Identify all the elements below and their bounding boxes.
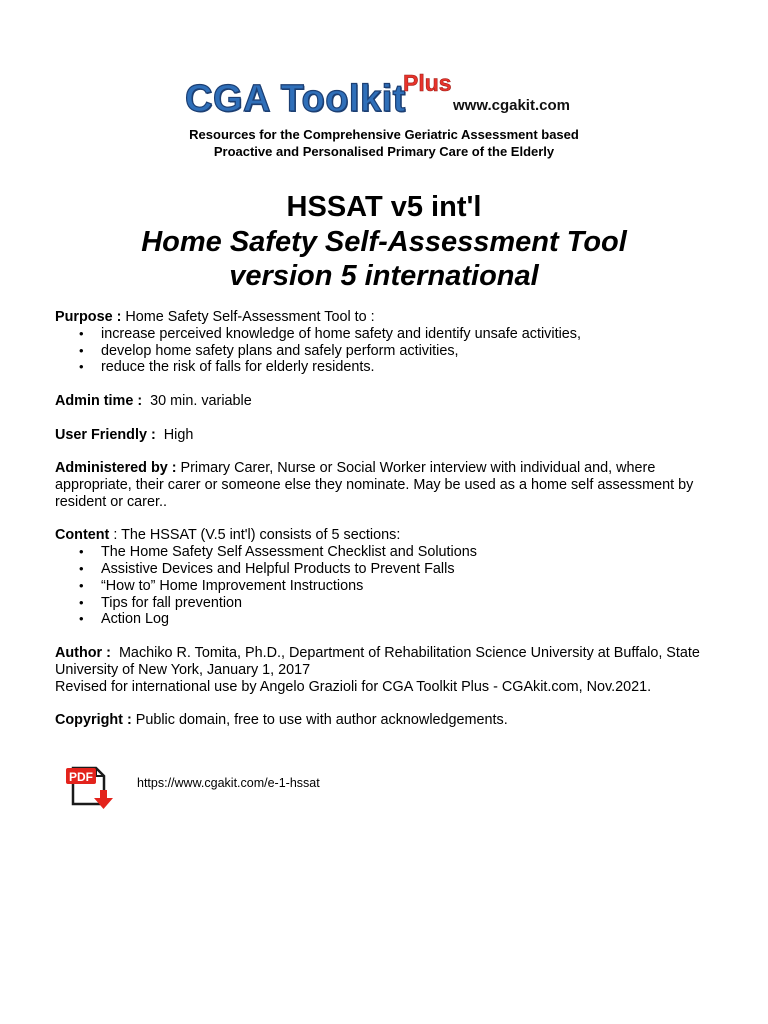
- administered-by-text: Primary Carer, Nurse or Social Worker interview with individual and, where appropriate, their carer or someone else they nominate. May be used as a home self assessment by resident or carer..: [55, 460, 694, 510]
- list-item: • develop home safety plans and safely perform activities,: [101, 343, 715, 360]
- user-friendly-label: User Friendly :: [55, 426, 156, 443]
- subtitle-line-1: Home Safety Self-Assessment Tool: [141, 226, 627, 258]
- page-subtitle: [0, 225, 768, 293]
- subtitle-line-2: version 5 international: [229, 260, 539, 292]
- logo-url: www.cgakit.com: [453, 97, 570, 114]
- content-text: : The HSSAT (V.5 int'l) consists of 5 sections:: [109, 527, 401, 544]
- pdf-download-icon[interactable]: [66, 762, 120, 812]
- admin-time-section: [55, 393, 715, 410]
- download-link[interactable]: https://www.cgakit.com/e-1-hssat: [137, 776, 320, 790]
- admin-time-value: 30 min. variable: [142, 392, 252, 409]
- list-item: • reduce the risk of falls for elderly residents.: [101, 359, 715, 376]
- administered-by-section: [55, 460, 715, 510]
- purpose-list: [55, 326, 715, 376]
- list-item: • Tips for fall prevention: [101, 595, 715, 612]
- content-label: Content: [55, 527, 110, 544]
- tagline-line-1: Resources for the Comprehensive Geriatric Assessment based: [189, 127, 579, 142]
- purpose-intro: [55, 309, 715, 326]
- logo-text: CGA Toolkit: [185, 78, 406, 120]
- author-label: Author :: [55, 644, 111, 661]
- document-body: [55, 309, 715, 746]
- content-section: [55, 527, 715, 628]
- list-item: • The Home Safety Self Assessment Checklist and Solutions: [101, 544, 715, 561]
- purpose-label: Purpose :: [55, 309, 122, 325]
- logo-plus: Plus: [403, 70, 452, 96]
- copyright-section: [55, 712, 715, 729]
- user-friendly-section: [55, 427, 715, 444]
- tagline-line-2: Proactive and Personalised Primary Care of the Elderly: [213, 144, 555, 159]
- cga-toolkit-logo: [185, 70, 585, 124]
- purpose-text: Home Safety Self-Assessment Tool to :: [121, 309, 375, 325]
- administered-by-label: Administered by :: [55, 460, 177, 477]
- list-item: • Assistive Devices and Helpful Products to Prevent Falls: [101, 561, 715, 578]
- admin-time-label: Admin time :: [55, 392, 143, 409]
- author-revised: Revised for international use by Angelo Grazioli for CGA Toolkit Plus - CGAkit.com, Nov.2021.: [55, 678, 652, 695]
- page-title: HSSAT v5 int'l: [286, 191, 482, 223]
- pdf-icon-text: PDF: [69, 770, 93, 784]
- author-section: [55, 645, 715, 695]
- copyright-text: Public domain, free to use with author acknowledgements.: [131, 712, 508, 729]
- list-item: • Action Log: [101, 611, 715, 628]
- list-item: • “How to” Home Improvement Instructions: [101, 578, 715, 595]
- pdf-download-row: [66, 762, 466, 814]
- content-list: [55, 544, 715, 628]
- author-text: Machiko R. Tomita, Ph.D., Department of Rehabilitation Science University at Buffalo, State University of New York, January 1, 2017: [55, 644, 704, 678]
- user-friendly-value: High: [155, 426, 194, 443]
- list-item: • increase perceived knowledge of home safety and identify unsafe activities,: [101, 326, 715, 343]
- purpose-section: [55, 309, 715, 376]
- copyright-label: Copyright :: [55, 712, 132, 729]
- tagline: [0, 126, 768, 160]
